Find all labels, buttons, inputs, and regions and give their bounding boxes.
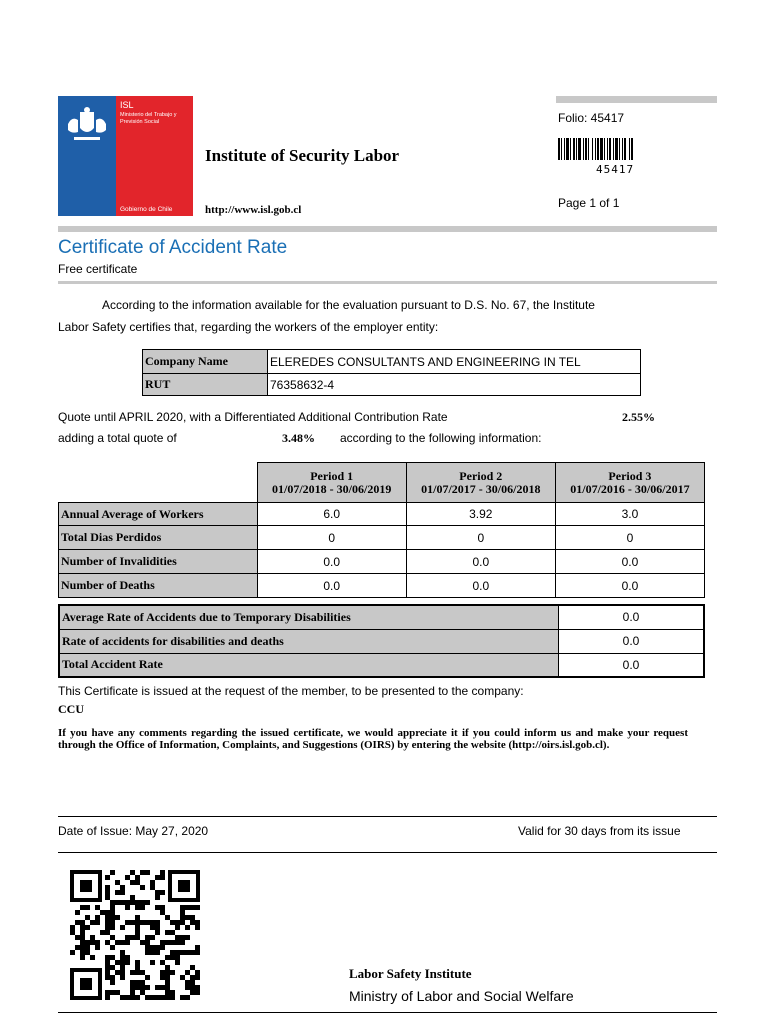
divider-bar-thin [58,281,717,284]
folio: Folio: 45417 [558,111,625,125]
quote-line-2b: according to the following information: [340,431,542,445]
barcode-icon [558,138,672,160]
rates-table [58,604,705,678]
page-number: Page 1 of 1 [558,196,620,210]
issued-statement: This Certificate is issued at the request of the member, to be presented to the company: [58,684,524,698]
row-label: Total Dias Perdidos [59,526,258,550]
rut-value: 76358632-4 [268,374,641,396]
header-bar [556,96,717,103]
table-row [59,653,704,677]
cell-value: 0.0 [406,574,555,598]
quote-line-2a: adding a total quote of [58,431,177,445]
divider-line [58,852,717,853]
cell-value: 0.0 [257,574,406,598]
signature-organization: Labor Safety Institute [349,966,472,981]
table-row [59,526,705,550]
cell-value: 0 [406,526,555,550]
row-label: Number of Deaths [59,574,258,598]
quote-line-1: Quote until APRIL 2020, with a Differentiated Additional Contribution Rate [58,410,448,424]
date-of-issue: Date of Issue: May 27, 2020 [58,824,209,838]
intro-paragraph-2: Labor Safety certifies that, regarding the workers of the employer entity: [58,320,439,334]
institute-url[interactable]: http://www.isl.gob.cl [205,204,302,216]
divider-bar [58,226,717,232]
period-1-header: Period 1 01/07/2018 - 30/06/2019 [257,463,406,503]
rate-label: Average Rate of Accidents due to Temporary Disabilities [59,605,559,629]
cell-value: 3.92 [406,503,555,526]
period-2-header: Period 2 01/07/2017 - 30/06/2018 [406,463,555,503]
cell-value: 0 [555,526,704,550]
validity: Valid for 30 days from its issue [518,824,681,838]
cell-value: 0.0 [555,574,704,598]
divider-line [58,1012,717,1013]
cell-value: 0.0 [406,550,555,574]
rate-value: 0.0 [559,629,705,653]
cell-value: 0 [257,526,406,550]
rate-label: Total Accident Rate [59,653,559,677]
cell-value: 3.0 [555,503,704,526]
logo-ministry-text: Ministerio del Trabajo y Previsión Social [120,112,177,125]
table-row [59,605,704,629]
cell-value: 6.0 [257,503,406,526]
row-label: Number of Invalidities [59,550,258,574]
company-table [142,349,641,396]
logo-flag-blue [58,96,116,216]
page-subtitle: Free certificate [58,262,138,276]
page-title: Certificate of Accident Rate [58,237,288,258]
period-3-header: Period 3 01/07/2016 - 30/06/2017 [555,463,704,503]
cell-value: 0.0 [257,550,406,574]
company-name-value: ELEREDES CONSULTANTS AND ENGINEERING IN TEL [268,350,641,374]
logo-isl [116,96,193,216]
rut-label: RUT [143,374,268,396]
row-label: Annual Average of Workers [59,503,258,526]
company-name-label: Company Name [143,350,268,374]
signature-ministry: Ministry of Labor and Social Welfare [349,988,574,1004]
logo-isl-text: ISL [120,100,134,110]
table-row [59,629,704,653]
qr-code-icon[interactable] [70,870,200,1000]
contribution-rate: 2.55% [622,410,655,424]
recipient-company: CCU [58,702,84,716]
comments-paragraph: If you have any comments regarding the issued certificate, we would appreciate it if you could inform us and make your request through the Office of Information, Complaints, and Suggestions (OIRS) by entering the website (http://oirs.isl.gob.cl). [58,727,688,751]
table-row [59,503,705,526]
table-row [59,550,705,574]
logo-gob-text: Gobierno de Chile [120,206,173,213]
institute-name: Institute of Security Labor [205,146,400,165]
total-quote: 3.48% [282,431,315,445]
rate-value: 0.0 [559,605,705,629]
rate-value: 0.0 [559,653,705,677]
rate-label: Rate of accidents for disabilities and deaths [59,629,559,653]
period-table [58,462,705,598]
divider-line [58,816,717,817]
intro-paragraph-1: According to the information available for the evaluation pursuant to D.S. No. 67, the Institute [102,298,595,312]
coat-of-arms-icon [64,104,110,144]
barcode-number: 45417 [596,163,635,176]
cell-value: 0.0 [555,550,704,574]
table-row [59,574,705,598]
